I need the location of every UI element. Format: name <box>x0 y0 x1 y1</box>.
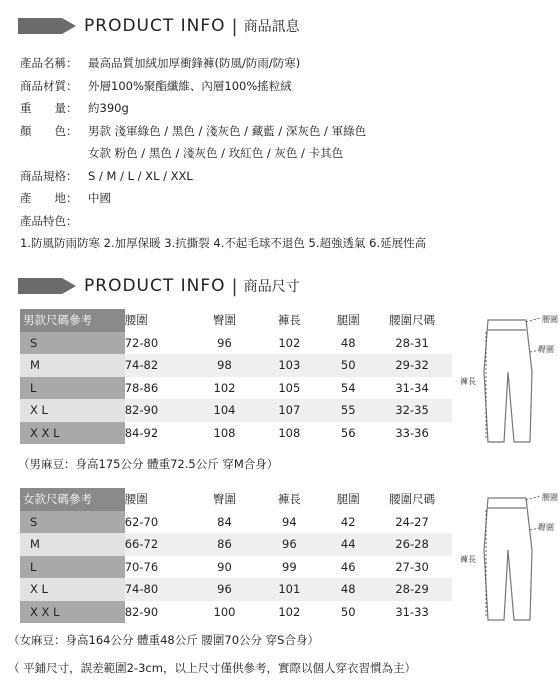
table-cell: 102 <box>254 601 324 624</box>
section-header-info <box>18 12 300 40</box>
female-model-note: （女麻豆：身高164公分 體重48公斤 腰圍70公分 穿S合身） <box>8 633 319 647</box>
table-header-cell: 腰圍尺碼 <box>372 488 452 511</box>
table-header-cell: 腰圍 <box>125 488 195 511</box>
hip-label: 臀圍 <box>538 523 554 532</box>
table-cell: 100 <box>195 601 255 624</box>
table-row <box>20 422 452 445</box>
table-cell: 42 <box>324 511 372 534</box>
info-row-origin: 產 地： 中國 <box>20 191 111 205</box>
table-cell: X L <box>20 578 125 601</box>
table-cell: 78-86 <box>125 377 195 400</box>
waist-label: 腰圍 <box>542 315 558 324</box>
table-cell: M <box>20 354 125 377</box>
divider: | <box>231 15 238 37</box>
info-row-color: 顏 色： 男款 淺軍綠色 / 黑色 / 淺灰色 / 藏藍 / 深灰色 / 軍綠色 <box>20 123 367 138</box>
table-cell: 108 <box>195 422 255 445</box>
section-header-size <box>18 272 300 300</box>
table-header-cell: 腰圍尺碼 <box>372 309 452 332</box>
product-info <box>20 52 426 255</box>
divider: | <box>231 275 238 297</box>
table-header-cell: 腿圍 <box>324 309 372 332</box>
table-cell: 56 <box>324 422 372 445</box>
table-cell: 55 <box>324 399 372 422</box>
table-header-cell: 臀圍 <box>195 309 255 332</box>
table-cell: 105 <box>254 377 324 400</box>
table-cell: X X L <box>20 422 125 445</box>
table-header-cell: 男款尺碼參考 <box>20 309 125 332</box>
table-cell: 102 <box>195 377 255 400</box>
length-label: 褲長 <box>460 377 476 386</box>
arrow-icon <box>18 278 62 294</box>
hip-label: 臀圍 <box>538 345 554 354</box>
info-row-spec: 商品規格： S / M / L / XL / XXL <box>20 168 193 183</box>
table-cell: 70-76 <box>125 556 195 579</box>
section-title-zh: 商品尺寸 <box>243 279 300 295</box>
table-cell: 84-92 <box>125 422 195 445</box>
male-model-note: （男麻豆：身高175公分 體重72.5公斤 穿M合身） <box>18 457 279 471</box>
info-row-weight: 重 量： 約390g <box>20 101 129 115</box>
table-cell: 31-34 <box>372 377 452 400</box>
table-cell: 54 <box>324 377 372 400</box>
table-cell: 103 <box>254 354 324 377</box>
footer-note: （ 平鋪尺寸，誤差範圍2-3cm，以上尺寸僅供參考，實際以個人穿衣習慣為主） <box>8 661 416 675</box>
pants-diagram-female <box>460 490 556 630</box>
info-row-name: 產品名稱： 最高品質加絨加厚衝鋒褲(防風/防雨/防寒) <box>20 56 301 70</box>
table-cell: 98 <box>195 354 255 377</box>
table-cell: 33-36 <box>372 422 452 445</box>
table-cell: 62-70 <box>125 511 195 534</box>
table-cell: L <box>20 556 125 579</box>
table-cell: S <box>20 511 125 534</box>
table-header-cell: 褲長 <box>254 309 324 332</box>
section-title-zh: 商品訊息 <box>243 19 300 35</box>
table-cell: 44 <box>324 533 372 556</box>
info-row-features: 1.防風防雨防寒 2.加厚保暖 3.抗撕裂 4.不起毛球不退色 5.超強透氣 6.延展性高 <box>20 236 427 250</box>
info-row-feature-label: 產品特色： <box>20 213 78 228</box>
table-cell: 72-80 <box>125 332 195 355</box>
table-row <box>20 533 452 556</box>
table-cell: 24-27 <box>372 511 452 534</box>
section-title-en: PRODUCT INFO <box>84 276 226 296</box>
table-cell: 26-28 <box>372 533 452 556</box>
info-row-material: 商品材質： 外層100%聚酯纖維、內層100%搖粒絨 <box>20 78 292 93</box>
table-cell: 84 <box>195 511 255 534</box>
pants-diagram-male <box>460 312 556 452</box>
table-row <box>20 511 452 534</box>
table-cell: 27-30 <box>372 556 452 579</box>
table-cell: 28-29 <box>372 578 452 601</box>
table-cell: X X L <box>20 601 125 624</box>
table-cell: 50 <box>324 601 372 624</box>
table-cell: 31-33 <box>372 601 452 624</box>
table-cell: 96 <box>195 578 255 601</box>
female-size-table <box>20 488 452 623</box>
length-label: 褲長 <box>460 555 476 564</box>
table-row <box>20 354 452 377</box>
table-cell: 96 <box>195 332 255 355</box>
section-title-en: PRODUCT INFO <box>84 16 226 36</box>
pants-outline-icon <box>484 320 532 442</box>
table-header-cell: 女款尺碼參考 <box>20 488 125 511</box>
table-row <box>20 399 452 422</box>
table-cell: 96 <box>254 533 324 556</box>
arrow-icon <box>18 18 62 34</box>
table-cell: 86 <box>195 533 255 556</box>
table-cell: 82-90 <box>125 601 195 624</box>
table-row <box>20 578 452 601</box>
table-cell: 82-90 <box>125 399 195 422</box>
info-row-color-female: 女款 粉色 / 黑色 / 淺灰色 / 玫紅色 / 灰色 / 卡其色 <box>88 146 344 160</box>
table-cell: 108 <box>254 422 324 445</box>
table-header-row <box>20 309 452 332</box>
table-cell: 48 <box>324 332 372 355</box>
male-size-table <box>20 309 452 444</box>
table-cell: 102 <box>254 332 324 355</box>
table-cell: S <box>20 332 125 355</box>
table-header-row <box>20 488 452 511</box>
table-cell: 48 <box>324 578 372 601</box>
table-cell: 90 <box>195 556 255 579</box>
table-cell: M <box>20 533 125 556</box>
table-cell: 50 <box>324 354 372 377</box>
table-cell: 32-35 <box>372 399 452 422</box>
table-cell: 74-82 <box>125 354 195 377</box>
table-cell: 99 <box>254 556 324 579</box>
table-header-cell: 褲長 <box>254 488 324 511</box>
table-cell: 46 <box>324 556 372 579</box>
table-cell: 29-32 <box>372 354 452 377</box>
table-row <box>20 601 452 624</box>
table-row <box>20 377 452 400</box>
table-header-cell: 腿圍 <box>324 488 372 511</box>
waist-label: 腰圍 <box>542 493 558 502</box>
table-header-cell: 腰圍 <box>125 309 195 332</box>
table-cell: L <box>20 377 125 400</box>
table-cell: 101 <box>254 578 324 601</box>
table-cell: 74-80 <box>125 578 195 601</box>
table-cell: 107 <box>254 399 324 422</box>
table-cell: X L <box>20 399 125 422</box>
table-cell: 104 <box>195 399 255 422</box>
table-cell: 94 <box>254 511 324 534</box>
table-row <box>20 332 452 355</box>
table-header-cell: 臀圍 <box>195 488 255 511</box>
pants-outline-icon <box>484 498 532 620</box>
table-row <box>20 556 452 579</box>
table-cell: 28-31 <box>372 332 452 355</box>
table-cell: 66-72 <box>125 533 195 556</box>
